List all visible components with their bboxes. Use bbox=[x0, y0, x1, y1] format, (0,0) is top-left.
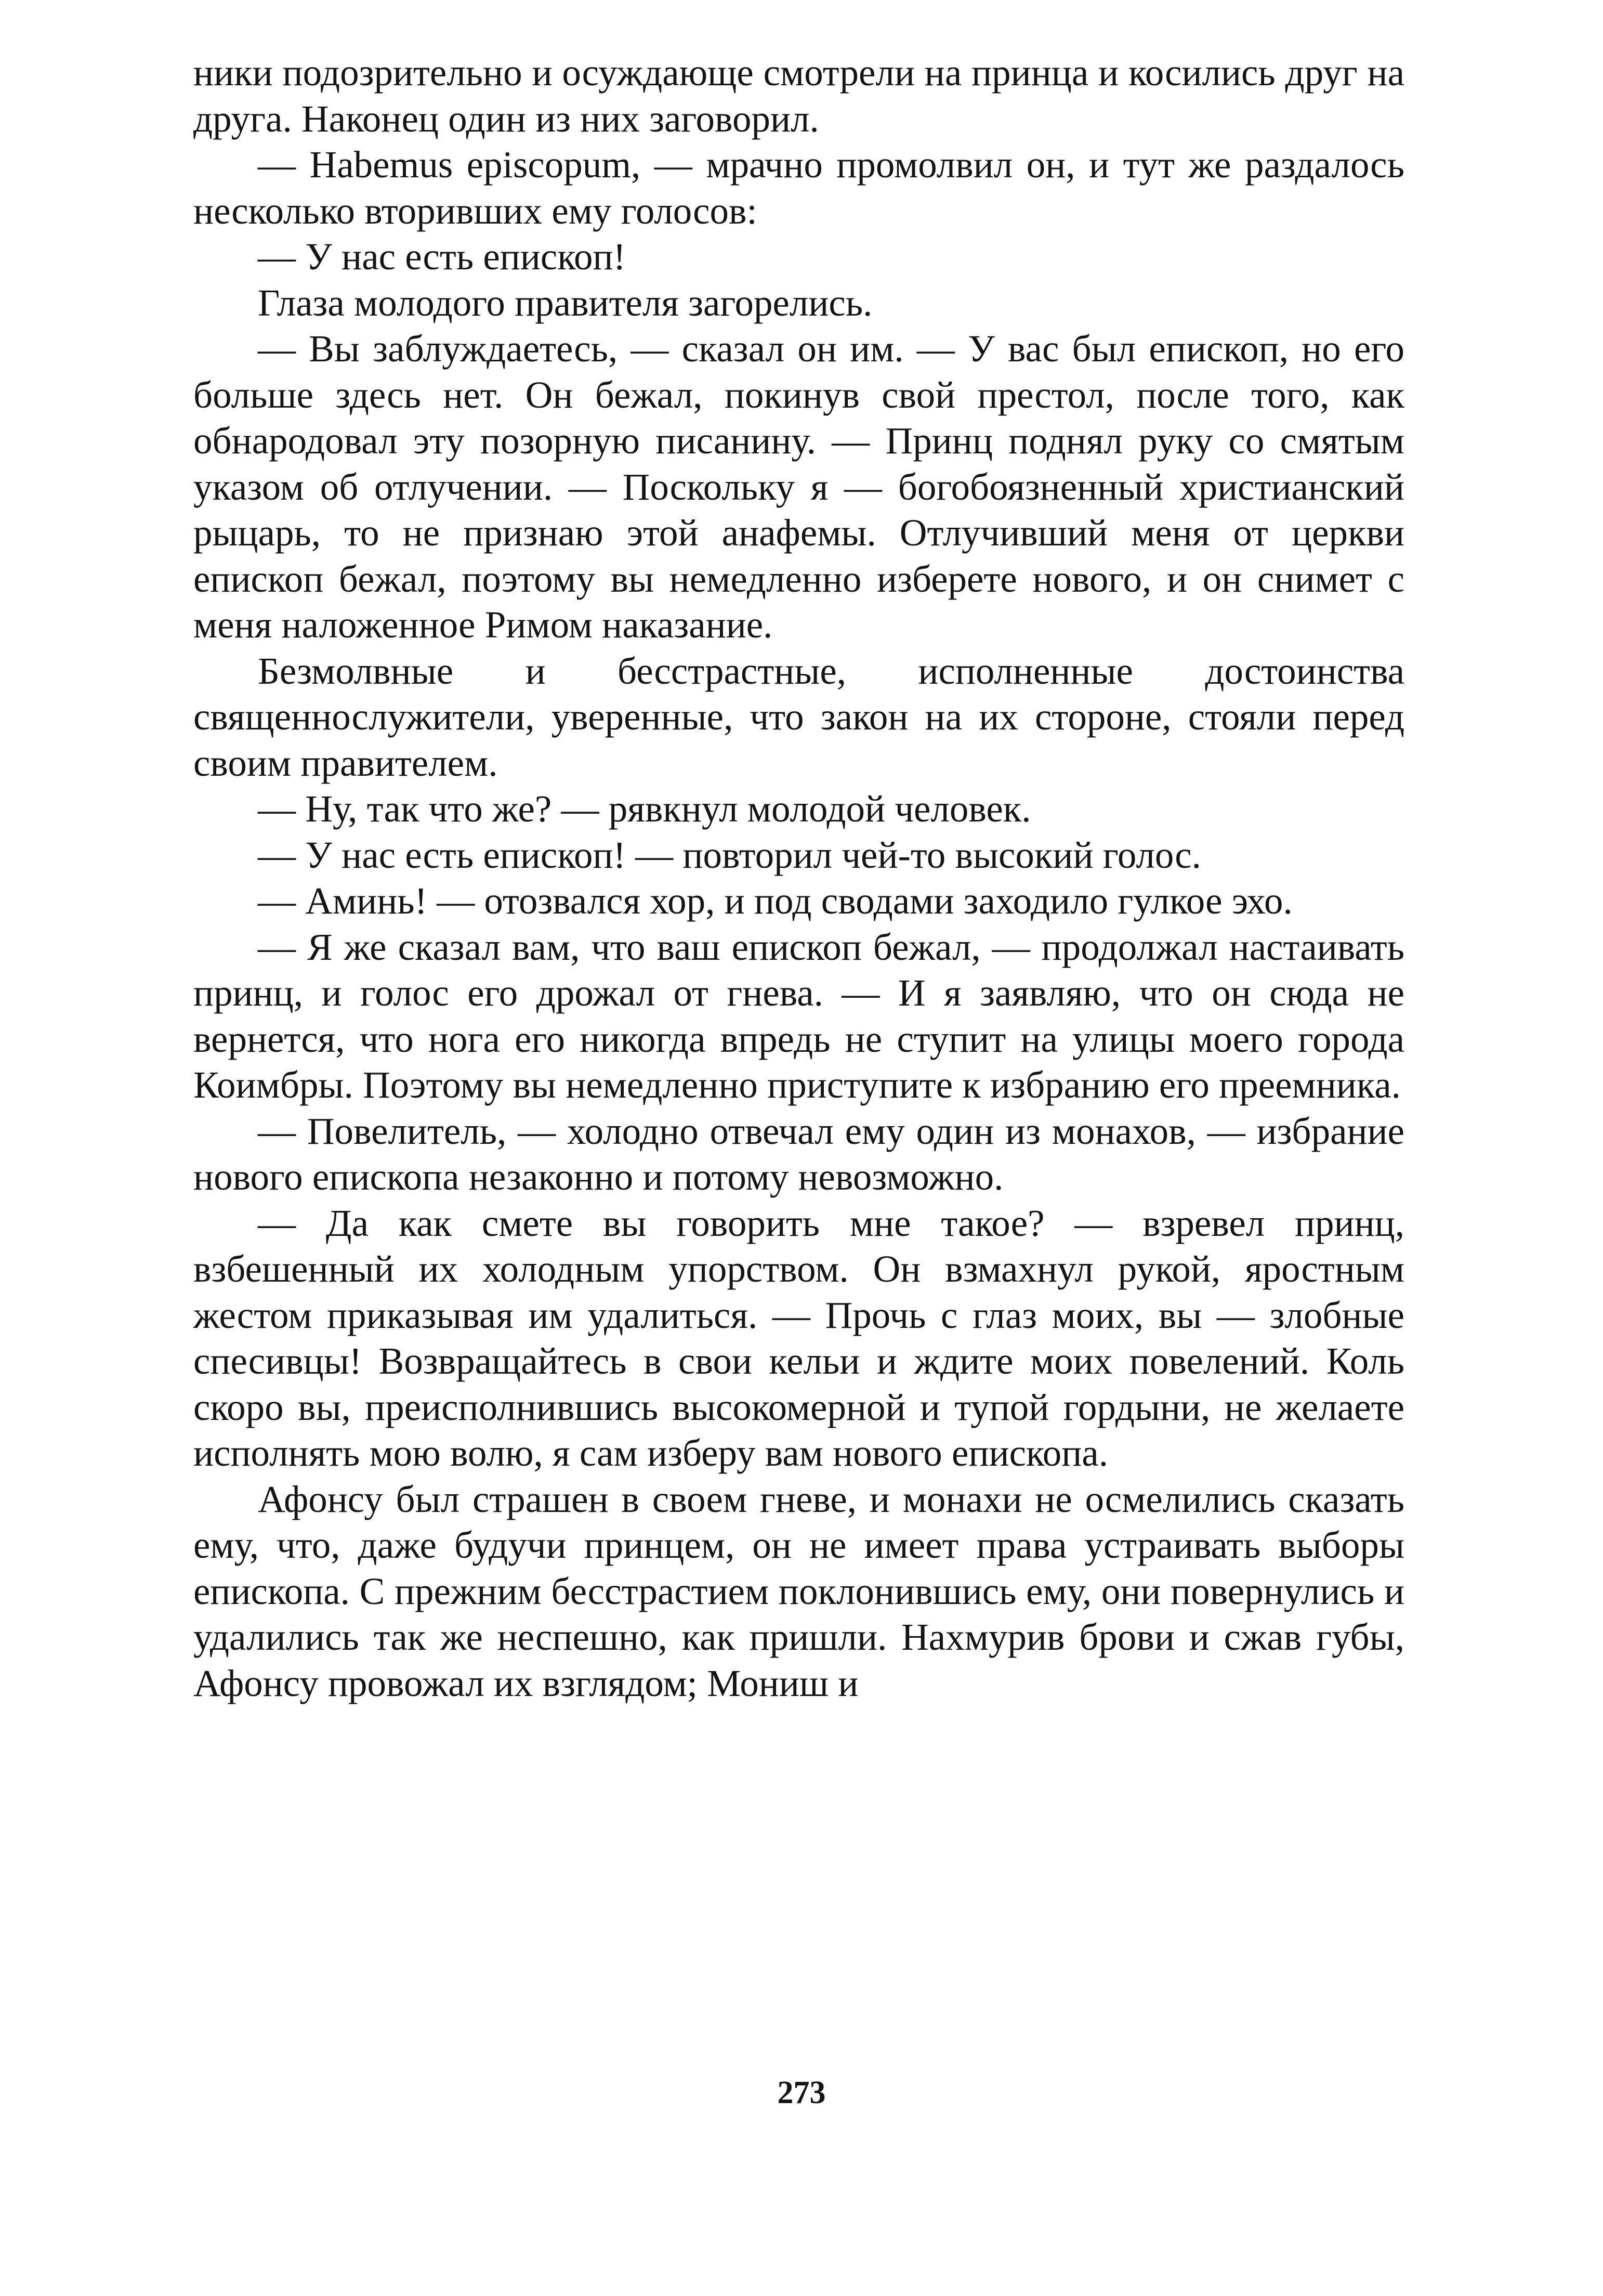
paragraph: — Ну, так что же? — рявкнул молодой человек. bbox=[258, 788, 1031, 830]
paragraph: ники подозрительно и осуждающе смотрели на принца и косились друг на друга. Наконец один из них заговорил. bbox=[193, 51, 1404, 140]
paragraph: Афонсу был страшен в своем гневе, и монахи не осмелились сказать ему, что, даже будучи принцем, он не имеет права устраивать выборы епископа. С прежним бесстрастием поклонившись ему, они повернулись и удалились так же неспешно, как пришли. Нахмурив брови и сжав губы, Афонсу провожал их взглядом; Мониш и bbox=[193, 1478, 1404, 1704]
paragraph: Глаза молодого правителя загорелись. bbox=[258, 281, 873, 324]
paragraph: — Я же сказал вам, что ваш епископ бежал, — продолжал настаивать принц, и голос его дрожал от гнева. — И я заявляю, что он сюда не вернется, что нога его никогда впредь не ступит на улицы моего города Коимбры. Поэтому вы немедленно приступите к избранию его преемника. bbox=[193, 925, 1404, 1106]
paragraph: — Да как смете вы говорить мне такое? — взревел принц, взбешенный их холодным упорством. Он взмахнул рукой, яростным жестом приказывая им удалиться. — Прочь с глаз моих, вы — злобные спесивцы! Возвращайтесь в свои кельи и ждите моих повелений. Коль скоро вы, преисполнившись высокомерной и тупой гордыни, не желаете исполнять мою волю, я сам изберу вам нового епископа. bbox=[193, 1202, 1404, 1474]
page-number: 273 bbox=[777, 2075, 826, 2110]
paragraph: — Вы заблуждаетесь, — сказал он им. — У вас был епископ, но его больше здесь нет. Он бежал, покинув свой престол, после того, как обнародовал эту позорную писанину. — Принц поднял руку со смятым указом об отлучении. — Поскольку я — богобоязненный христианский рыцарь, то не признаю этой анафемы. Отлучивший меня от церкви епископ бежал, поэтому вы немедленно изберете нового, и он снимет с меня наложенное Римом наказание. bbox=[193, 328, 1404, 646]
paragraph: — Habemus episcopum, — мрачно промолвил он, и тут же раздалось несколько вторивших ему голосов: bbox=[193, 144, 1404, 232]
page-text bbox=[193, 50, 1404, 2286]
paragraph: Безмолвные и бесстрастные, исполненные достоинства священнослужители, уверенные, что закон на их стороне, стояли перед своим правителем. bbox=[193, 649, 1404, 784]
paragraph: — Повелитель, — холодно отвечал ему один из монахов, — избрание нового епископа незаконно и потому невозможно. bbox=[193, 1110, 1404, 1198]
paragraph: — У нас есть епископ! bbox=[258, 236, 626, 278]
paragraph: — Аминь! — отозвался хор, и под сводами заходило гулкое эхо. bbox=[258, 880, 1293, 922]
paragraph: — У нас есть епископ! — повторил чей-то высокий голос. bbox=[258, 833, 1201, 876]
